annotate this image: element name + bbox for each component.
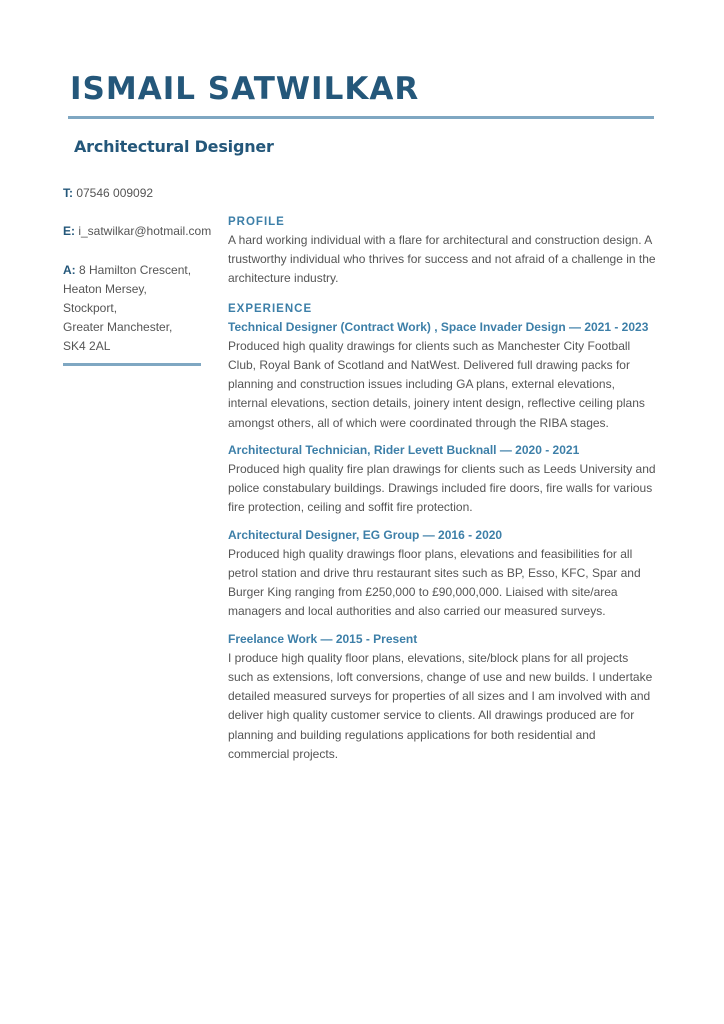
main-content: [228, 213, 656, 764]
contact-address: [63, 261, 191, 356]
experience-description: Produced high quality fire plan drawings for clients such as Leeds University and police constabulary buildings. Drawings included fire doors, fire walls for various fire protection, ceiling and soffit fire protection.: [228, 462, 656, 515]
contact-email: [63, 222, 211, 241]
experience-entry: [228, 441, 656, 518]
experience-heading: EXPERIENCE: [228, 302, 313, 315]
experience-title: Freelance Work — 2015 - Present: [228, 631, 418, 646]
email-value: i_satwilkar@hotmail.com: [75, 224, 212, 238]
header-divider: [68, 116, 654, 119]
address-line: Heaton Mersey,: [63, 282, 147, 296]
phone-label: T:: [63, 186, 73, 200]
address-label: A:: [63, 263, 76, 277]
profile-heading: PROFILE: [228, 216, 285, 228]
address-line: Greater Manchester,: [63, 320, 173, 334]
experience-description: I produce high quality floor plans, elevations, site/block plans for all projects such as extensions, loft conversions, change of use and new builds. I undertake detailed measured surveys for properties of all sizes and I am involved with and deliver high quality customer service to clients. All drawings produced are for planning and building regulations applications for both residential and commercial projects.: [228, 650, 653, 761]
experience-description: Produced high quality drawings floor plans, elevations and feasibilities for all petrol station and drive thru restaurant sites such as BP, Esso, KFC, Spar and Burger King ranging from £250,000 to £90,000,000. Liaised with site/area managers and local authorities and also carried our measured surveys.: [228, 546, 641, 619]
profile-text: A hard working individual with a flare for architectural and construction design. A trustworthy individual who thrives for success and not afraid of a challenge in the architecture industry.: [228, 233, 656, 286]
address-line: SK4 2AL: [63, 339, 111, 353]
experience-title: Architectural Designer, EG Group — 2016 - 2020: [228, 527, 503, 542]
job-title: Architectural Designer: [74, 137, 274, 156]
experience-title: Architectural Technician, Rider Levett Bucknall — 2020 - 2021: [228, 442, 580, 457]
experience-title: Technical Designer (Contract Work) , Space Invader Design — 2021 - 2023: [228, 319, 649, 334]
candidate-name: ISMAIL SATWILKAR: [70, 71, 420, 107]
address-line: Stockport,: [63, 301, 118, 315]
contact-phone: [63, 184, 153, 203]
experience-entry: [228, 318, 656, 433]
phone-value: 07546 009092: [73, 186, 154, 200]
experience-entry: [228, 630, 656, 764]
email-label: E:: [63, 224, 75, 238]
experience-description: Produced high quality drawings for clients such as Manchester City Football Club, Royal Bank of Scotland and NatWest. Delivered full drawing packs for planning and construction issues including GA plans, external elevations, internal elevations, section details, joinery intent design, reflective ceiling plans amongst others, all of which were coordinated through the RIBA stages.: [228, 338, 645, 430]
sidebar-divider: [63, 363, 201, 366]
address-line: A: 8 Hamilton Crescent,: [63, 263, 192, 277]
experience-entry: [228, 526, 656, 622]
